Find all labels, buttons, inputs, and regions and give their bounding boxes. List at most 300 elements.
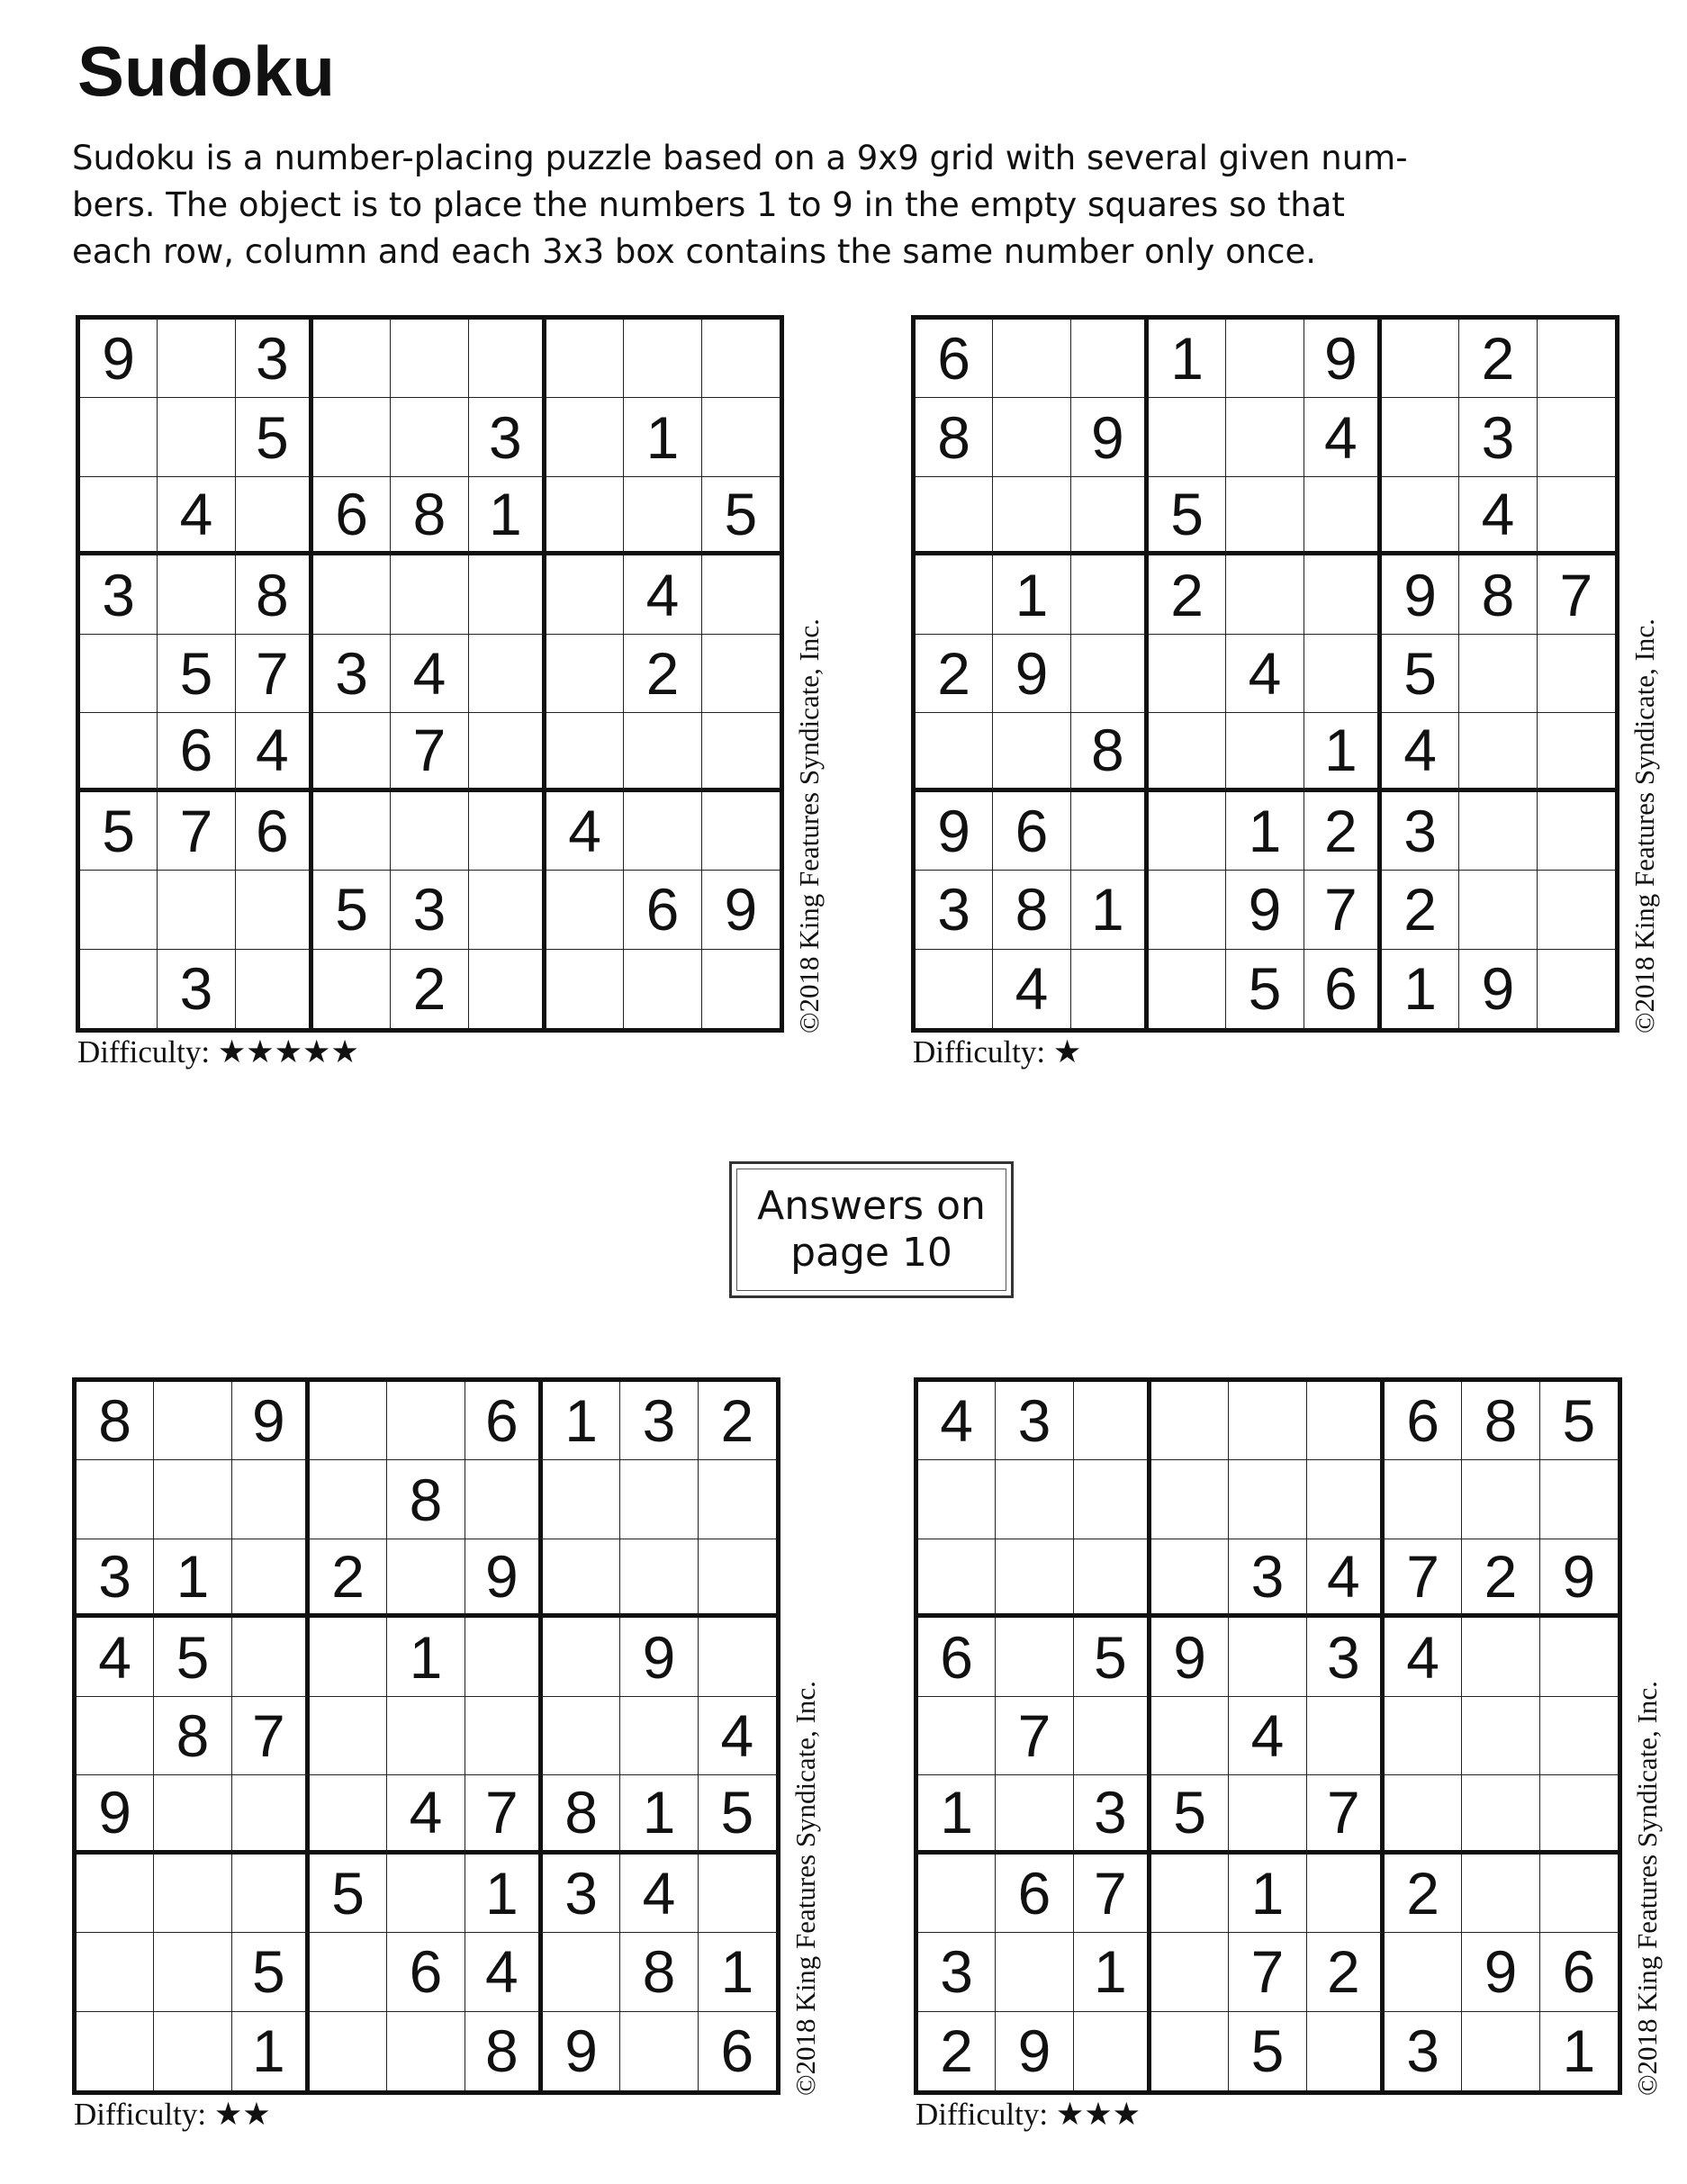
sudoku-cell[interactable]	[546, 477, 624, 555]
sudoku-cell[interactable]	[469, 950, 546, 1028]
sudoku-cell[interactable]	[1071, 477, 1149, 555]
sudoku-cell[interactable]: 1	[1149, 320, 1226, 398]
sudoku-cell[interactable]: 1	[620, 1775, 698, 1854]
sudoku-cell[interactable]	[1071, 792, 1149, 871]
sudoku-cell[interactable]	[546, 713, 624, 791]
sudoku-cell[interactable]: 3	[313, 635, 391, 713]
sudoku-cell[interactable]	[702, 398, 780, 476]
sudoku-cell[interactable]	[543, 1539, 620, 1618]
sudoku-cell[interactable]: 4	[236, 713, 313, 791]
sudoku-cell[interactable]: 5	[232, 1933, 310, 2011]
sudoku-cell[interactable]	[993, 713, 1070, 791]
sudoku-cell[interactable]	[620, 1697, 698, 1775]
sudoku-cell[interactable]: 1	[1562, 2017, 1596, 2085]
sudoku-cell[interactable]	[310, 2012, 387, 2090]
sudoku-cell[interactable]: 5	[80, 792, 158, 871]
sudoku-cell[interactable]: 8	[77, 1382, 154, 1460]
sudoku-cell[interactable]: 6	[1304, 950, 1382, 1028]
sudoku-cell[interactable]	[699, 1460, 776, 1539]
sudoku-cell[interactable]: 4	[77, 1618, 154, 1696]
sudoku-cell[interactable]: 9	[1462, 1933, 1539, 2011]
sudoku-cell[interactable]	[996, 1539, 1073, 1618]
sudoku-cell[interactable]: 4	[1229, 1697, 1306, 1775]
sudoku-cell[interactable]: 7	[1307, 1775, 1385, 1854]
sudoku-cell[interactable]	[1074, 2012, 1151, 2090]
sudoku-cell[interactable]	[543, 1460, 620, 1539]
sudoku-cell[interactable]	[232, 1855, 310, 1933]
sudoku-cell[interactable]: 1	[1226, 792, 1304, 871]
sudoku-cell[interactable]: 2	[1307, 1933, 1385, 2011]
sudoku-cell[interactable]	[702, 792, 780, 871]
sudoku-cell[interactable]	[469, 320, 546, 398]
sudoku-cell[interactable]: 3	[620, 1382, 698, 1460]
sudoku-cell[interactable]	[387, 1539, 465, 1618]
sudoku-cell[interactable]: 7	[465, 1775, 543, 1854]
sudoku-cell[interactable]	[1540, 1618, 1618, 1696]
sudoku-cell[interactable]	[77, 1855, 154, 1933]
sudoku-cell[interactable]: 5	[154, 1618, 231, 1696]
sudoku-cell[interactable]	[620, 1539, 698, 1618]
sudoku-cell[interactable]	[1462, 1775, 1539, 1854]
sudoku-cell[interactable]	[1538, 320, 1615, 398]
sudoku-cell[interactable]: 7	[1385, 1539, 1462, 1618]
sudoku-cell[interactable]: 3	[1382, 792, 1459, 871]
sudoku-cell[interactable]	[310, 1460, 387, 1539]
sudoku-cell[interactable]	[154, 1775, 231, 1854]
sudoku-cell[interactable]: 5	[1149, 477, 1226, 555]
sudoku-cell[interactable]	[1307, 1855, 1385, 1933]
sudoku-cell[interactable]: 4	[1304, 398, 1382, 476]
sudoku-cell[interactable]	[1540, 1697, 1618, 1775]
sudoku-cell[interactable]	[1226, 713, 1304, 791]
sudoku-cell[interactable]	[313, 555, 391, 634]
sudoku-cell[interactable]	[993, 477, 1070, 555]
sudoku-cell[interactable]: 1	[1229, 1855, 1306, 1933]
sudoku-cell[interactable]: 1	[232, 2012, 310, 2090]
sudoku-cell[interactable]: 8	[391, 477, 468, 555]
sudoku-cell[interactable]: 6	[993, 792, 1070, 871]
sudoku-cell[interactable]	[77, 1460, 154, 1539]
sudoku-cell[interactable]: 5	[1074, 1618, 1151, 1696]
sudoku-cell[interactable]: 8	[1462, 1382, 1539, 1460]
sudoku-cell[interactable]	[1229, 1460, 1306, 1539]
sudoku-cell[interactable]	[546, 950, 624, 1028]
sudoku-cell[interactable]: 8	[620, 1933, 698, 2011]
sudoku-cell[interactable]: 4	[1385, 1618, 1462, 1696]
sudoku-cell[interactable]: 5	[1382, 635, 1459, 713]
sudoku-cell[interactable]: 9	[620, 1618, 698, 1696]
sudoku-cell[interactable]: 6	[1540, 1933, 1618, 2011]
sudoku-cell[interactable]	[1459, 713, 1537, 791]
sudoku-cell[interactable]: 2	[918, 2012, 996, 2090]
sudoku-cell[interactable]	[465, 1618, 543, 1696]
sudoku-cell[interactable]	[77, 1933, 154, 2011]
sudoku-cell[interactable]: 9	[1071, 398, 1149, 476]
sudoku-cell[interactable]	[80, 871, 158, 949]
sudoku-cell[interactable]: 1	[154, 1539, 231, 1618]
sudoku-cell[interactable]	[918, 1539, 996, 1618]
sudoku-cell[interactable]	[702, 635, 780, 713]
sudoku-cell[interactable]	[1307, 1382, 1385, 1460]
sudoku-cell[interactable]: 1	[469, 477, 546, 555]
sudoku-cell[interactable]: 2	[916, 635, 993, 713]
sudoku-cell[interactable]	[1151, 1460, 1229, 1539]
sudoku-cell[interactable]	[387, 1382, 465, 1460]
sudoku-cell[interactable]	[699, 1618, 776, 1696]
sudoku-cell[interactable]	[154, 1855, 231, 1933]
sudoku-cell[interactable]	[996, 1775, 1073, 1854]
sudoku-cell[interactable]	[465, 1697, 543, 1775]
sudoku-cell[interactable]	[391, 792, 468, 871]
sudoku-cell[interactable]	[387, 2012, 465, 2090]
sudoku-cell[interactable]: 4	[391, 635, 468, 713]
sudoku-cell[interactable]	[232, 1460, 310, 1539]
sudoku-cell[interactable]: 9	[232, 1382, 310, 1460]
sudoku-cell[interactable]: 2	[310, 1539, 387, 1618]
sudoku-cell[interactable]: 5	[313, 871, 391, 949]
sudoku-cell[interactable]	[310, 1775, 387, 1854]
sudoku-cell[interactable]: 3	[918, 1933, 996, 2011]
sudoku-cell[interactable]	[1229, 1382, 1306, 1460]
sudoku-cell[interactable]: 4	[387, 1775, 465, 1854]
sudoku-cell[interactable]: 5	[236, 398, 313, 476]
sudoku-cell[interactable]	[1385, 1460, 1462, 1539]
sudoku-cell[interactable]	[1074, 1697, 1151, 1775]
sudoku-cell[interactable]: 9	[77, 1775, 154, 1854]
sudoku-cell[interactable]	[232, 1539, 310, 1618]
sudoku-cell[interactable]: 9	[916, 792, 993, 871]
sudoku-cell[interactable]	[996, 1933, 1073, 2011]
sudoku-cell[interactable]: 2	[1149, 555, 1226, 634]
sudoku-cell[interactable]: 7	[236, 635, 313, 713]
sudoku-cell[interactable]	[1226, 320, 1304, 398]
sudoku-cell[interactable]: 8	[916, 398, 993, 476]
sudoku-cell[interactable]: 1	[918, 1775, 996, 1854]
sudoku-cell[interactable]	[1074, 1539, 1151, 1618]
sudoku-cell[interactable]: 3	[1459, 398, 1537, 476]
sudoku-cell[interactable]	[1071, 320, 1149, 398]
sudoku-cell[interactable]: 7	[996, 1697, 1073, 1775]
sudoku-cell[interactable]	[158, 555, 235, 634]
sudoku-cell[interactable]: 6	[720, 2017, 754, 2085]
sudoku-cell[interactable]: 3	[77, 1539, 154, 1618]
sudoku-cell[interactable]	[310, 1382, 387, 1460]
sudoku-cell[interactable]	[158, 871, 235, 949]
sudoku-cell[interactable]: 5	[702, 477, 780, 555]
sudoku-cell[interactable]: 3	[1229, 1539, 1306, 1618]
sudoku-cell[interactable]: 3	[469, 398, 546, 476]
sudoku-cell[interactable]	[1538, 713, 1615, 791]
sudoku-cell[interactable]	[1538, 398, 1615, 476]
sudoku-cell[interactable]: 7	[1229, 1933, 1306, 2011]
sudoku-cell[interactable]: 9	[80, 320, 158, 398]
sudoku-cell[interactable]: 8	[543, 1775, 620, 1854]
sudoku-cell[interactable]: 5	[1540, 1382, 1618, 1460]
sudoku-cell[interactable]: 9	[1151, 1618, 1229, 1696]
sudoku-cell[interactable]	[154, 1382, 231, 1460]
sudoku-cell[interactable]	[620, 1460, 698, 1539]
sudoku-cell[interactable]: 9	[1226, 871, 1304, 949]
sudoku-cell[interactable]: 3	[916, 871, 993, 949]
sudoku-cell[interactable]	[918, 1855, 996, 1933]
sudoku-cell[interactable]: 2	[1385, 1855, 1462, 1933]
sudoku-cell[interactable]: 8	[993, 871, 1070, 949]
sudoku-cell[interactable]	[1149, 635, 1226, 713]
sudoku-cell[interactable]	[916, 555, 993, 634]
sudoku-cell[interactable]	[232, 1775, 310, 1854]
sudoku-cell[interactable]	[1304, 555, 1382, 634]
sudoku-cell[interactable]: 2	[1462, 1539, 1539, 1618]
sudoku-cell[interactable]	[1149, 871, 1226, 949]
sudoku-cell[interactable]: 3	[391, 871, 468, 949]
sudoku-cell[interactable]: 4	[993, 950, 1070, 1028]
sudoku-cell[interactable]: 3	[236, 320, 313, 398]
sudoku-cell[interactable]	[1382, 320, 1459, 398]
sudoku-cell[interactable]: 6	[236, 792, 313, 871]
sudoku-cell[interactable]: 1	[465, 1855, 543, 1933]
sudoku-cell[interactable]	[236, 871, 313, 949]
sudoku-cell[interactable]: 8	[465, 2012, 543, 2090]
sudoku-cell[interactable]	[1307, 1697, 1385, 1775]
sudoku-cell[interactable]	[310, 1933, 387, 2011]
sudoku-cell[interactable]	[624, 477, 701, 555]
sudoku-cell[interactable]	[702, 320, 780, 398]
sudoku-cell[interactable]	[543, 1697, 620, 1775]
sudoku-cell[interactable]: 9	[702, 871, 780, 949]
sudoku-cell[interactable]	[1538, 635, 1615, 713]
sudoku-cell[interactable]	[1151, 1933, 1229, 2011]
sudoku-cell[interactable]: 6	[387, 1933, 465, 2011]
sudoku-cell[interactable]: 4	[546, 792, 624, 871]
sudoku-cell[interactable]: 7	[1074, 1855, 1151, 1933]
sudoku-cell[interactable]	[80, 477, 158, 555]
sudoku-cell[interactable]	[313, 713, 391, 791]
sudoku-cell[interactable]: 2	[699, 1382, 776, 1460]
sudoku-cell[interactable]	[313, 950, 391, 1028]
sudoku-cell[interactable]	[1304, 635, 1382, 713]
sudoku-cell[interactable]: 9	[465, 1539, 543, 1618]
sudoku-cell[interactable]: 9	[1540, 1539, 1618, 1618]
sudoku-cell[interactable]: 4	[1382, 713, 1459, 791]
sudoku-cell[interactable]	[1151, 2012, 1229, 2090]
sudoku-cell[interactable]	[702, 555, 780, 634]
sudoku-cell[interactable]	[1538, 792, 1615, 871]
sudoku-cell[interactable]	[154, 2012, 231, 2090]
sudoku-cell[interactable]: 1	[1071, 871, 1149, 949]
sudoku-cell[interactable]: 2	[1382, 871, 1459, 949]
sudoku-cell[interactable]: 4	[624, 555, 701, 634]
sudoku-cell[interactable]	[387, 1697, 465, 1775]
sudoku-cell[interactable]	[1229, 1618, 1306, 1696]
sudoku-cell[interactable]	[1226, 477, 1304, 555]
sudoku-cell[interactable]: 2	[1459, 320, 1537, 398]
sudoku-cell[interactable]	[1538, 950, 1615, 1028]
sudoku-cell[interactable]: 5	[1151, 1775, 1229, 1854]
sudoku-cell[interactable]	[1459, 792, 1537, 871]
sudoku-cell[interactable]: 3	[1074, 1775, 1151, 1854]
sudoku-cell[interactable]: 1	[1304, 713, 1382, 791]
sudoku-cell[interactable]	[469, 713, 546, 791]
sudoku-cell[interactable]: 3	[1307, 1618, 1385, 1696]
sudoku-cell[interactable]	[546, 555, 624, 634]
sudoku-cell[interactable]	[543, 1618, 620, 1696]
sudoku-cell[interactable]: 2	[1304, 792, 1382, 871]
sudoku-cell[interactable]	[80, 713, 158, 791]
sudoku-cell[interactable]	[469, 555, 546, 634]
sudoku-cell[interactable]	[310, 1697, 387, 1775]
sudoku-cell[interactable]: 4	[1459, 477, 1537, 555]
sudoku-cell[interactable]	[624, 792, 701, 871]
sudoku-cell[interactable]	[916, 713, 993, 791]
sudoku-cell[interactable]: 4	[620, 1855, 698, 1933]
sudoku-cell[interactable]	[1149, 792, 1226, 871]
sudoku-cell[interactable]	[546, 398, 624, 476]
sudoku-cell[interactable]: 5	[699, 1775, 776, 1854]
sudoku-cell[interactable]	[1462, 2012, 1539, 2090]
sudoku-cell[interactable]: 3	[996, 1382, 1073, 1460]
sudoku-cell[interactable]	[1074, 1460, 1151, 1539]
sudoku-cell[interactable]	[1462, 1855, 1539, 1933]
sudoku-cell[interactable]	[993, 398, 1070, 476]
sudoku-cell[interactable]	[1149, 398, 1226, 476]
sudoku-cell[interactable]	[1540, 1775, 1618, 1854]
sudoku-cell[interactable]: 6	[158, 713, 235, 791]
sudoku-cell[interactable]: 9	[1382, 555, 1459, 634]
sudoku-cell[interactable]	[1462, 1618, 1539, 1696]
sudoku-cell[interactable]	[1226, 398, 1304, 476]
sudoku-cell[interactable]	[77, 2012, 154, 2090]
sudoku-cell[interactable]	[80, 635, 158, 713]
sudoku-cell[interactable]: 4	[1226, 635, 1304, 713]
sudoku-cell[interactable]	[1307, 1460, 1385, 1539]
sudoku-cell[interactable]: 7	[391, 713, 468, 791]
sudoku-cell[interactable]	[699, 1539, 776, 1618]
sudoku-cell[interactable]	[1462, 1697, 1539, 1775]
sudoku-cell[interactable]	[310, 1618, 387, 1696]
sudoku-cell[interactable]	[1304, 477, 1382, 555]
sudoku-cell[interactable]: 8	[387, 1460, 465, 1539]
sudoku-cell[interactable]: 1	[543, 1382, 620, 1460]
sudoku-cell[interactable]: 6	[918, 1618, 996, 1696]
sudoku-cell[interactable]: 5	[158, 635, 235, 713]
sudoku-cell[interactable]	[1382, 398, 1459, 476]
sudoku-cell[interactable]	[387, 1855, 465, 1933]
sudoku-cell[interactable]: 9	[543, 2012, 620, 2090]
sudoku-cell[interactable]	[1385, 1775, 1462, 1854]
sudoku-cell[interactable]	[154, 1460, 231, 1539]
sudoku-cell[interactable]: 6	[465, 1382, 543, 1460]
sudoku-cell[interactable]	[1071, 950, 1149, 1028]
sudoku-cell[interactable]: 9	[1459, 950, 1537, 1028]
sudoku-cell[interactable]	[469, 871, 546, 949]
sudoku-cell[interactable]: 8	[1459, 555, 1537, 634]
sudoku-cell[interactable]	[1151, 1382, 1229, 1460]
sudoku-cell[interactable]	[1538, 477, 1615, 555]
sudoku-cell[interactable]	[80, 398, 158, 476]
sudoku-cell[interactable]	[1385, 1697, 1462, 1775]
sudoku-cell[interactable]: 5	[1226, 950, 1304, 1028]
sudoku-cell[interactable]	[620, 2012, 698, 2090]
sudoku-cell[interactable]	[465, 1460, 543, 1539]
sudoku-cell[interactable]: 9	[993, 635, 1070, 713]
sudoku-cell[interactable]	[1385, 1933, 1462, 2011]
sudoku-cell[interactable]	[232, 1618, 310, 1696]
sudoku-cell[interactable]	[1151, 1697, 1229, 1775]
sudoku-cell[interactable]	[699, 1855, 776, 1933]
sudoku-cell[interactable]	[918, 1697, 996, 1775]
sudoku-cell[interactable]: 4	[918, 1382, 996, 1460]
sudoku-cell[interactable]	[993, 320, 1070, 398]
sudoku-cell[interactable]	[1071, 555, 1149, 634]
sudoku-cell[interactable]	[1151, 1539, 1229, 1618]
sudoku-cell[interactable]: 3	[158, 950, 235, 1028]
sudoku-cell[interactable]	[158, 398, 235, 476]
sudoku-cell[interactable]: 7	[232, 1697, 310, 1775]
sudoku-cell[interactable]: 1	[993, 555, 1070, 634]
sudoku-cell[interactable]	[546, 871, 624, 949]
sudoku-cell[interactable]	[1226, 555, 1304, 634]
sudoku-cell[interactable]: 3	[80, 555, 158, 634]
sudoku-cell[interactable]	[1307, 2012, 1385, 2090]
sudoku-cell[interactable]	[1459, 635, 1537, 713]
sudoku-cell[interactable]: 1	[699, 1933, 776, 2011]
sudoku-cell[interactable]	[1071, 635, 1149, 713]
sudoku-cell[interactable]	[313, 320, 391, 398]
sudoku-cell[interactable]: 8	[154, 1697, 231, 1775]
sudoku-cell[interactable]	[158, 320, 235, 398]
sudoku-cell[interactable]: 1	[1074, 1933, 1151, 2011]
sudoku-cell[interactable]: 5	[310, 1855, 387, 1933]
sudoku-cell[interactable]: 7	[1304, 871, 1382, 949]
sudoku-cell[interactable]: 6	[624, 871, 701, 949]
sudoku-cell[interactable]	[1229, 1775, 1306, 1854]
sudoku-cell[interactable]: 9	[996, 2012, 1073, 2090]
sudoku-cell[interactable]: 8	[1071, 713, 1149, 791]
sudoku-cell[interactable]	[624, 320, 701, 398]
sudoku-cell[interactable]	[154, 1933, 231, 2011]
sudoku-cell[interactable]: 7	[158, 792, 235, 871]
sudoku-cell[interactable]	[624, 713, 701, 791]
sudoku-cell[interactable]	[236, 950, 313, 1028]
sudoku-cell[interactable]: 8	[236, 555, 313, 634]
sudoku-cell[interactable]: 3	[1385, 2012, 1462, 2090]
sudoku-cell[interactable]	[469, 635, 546, 713]
sudoku-cell[interactable]: 4	[465, 1933, 543, 2011]
sudoku-cell[interactable]	[916, 477, 993, 555]
sudoku-cell[interactable]	[1149, 713, 1226, 791]
sudoku-cell[interactable]: 3	[543, 1855, 620, 1933]
sudoku-cell[interactable]	[391, 398, 468, 476]
sudoku-cell[interactable]	[702, 713, 780, 791]
sudoku-cell[interactable]	[702, 950, 780, 1028]
sudoku-cell[interactable]	[1149, 950, 1226, 1028]
sudoku-cell[interactable]: 1	[387, 1618, 465, 1696]
sudoku-cell[interactable]	[996, 1460, 1073, 1539]
sudoku-cell[interactable]	[77, 1697, 154, 1775]
sudoku-cell[interactable]: 4	[1307, 1539, 1385, 1618]
sudoku-cell[interactable]	[313, 792, 391, 871]
sudoku-cell[interactable]	[1538, 871, 1615, 949]
sudoku-cell[interactable]: 7	[1538, 555, 1615, 634]
sudoku-cell[interactable]	[996, 1618, 1073, 1696]
sudoku-cell[interactable]: 1	[624, 398, 701, 476]
sudoku-cell[interactable]: 1	[1382, 950, 1459, 1028]
sudoku-cell[interactable]	[469, 792, 546, 871]
sudoku-cell[interactable]	[1382, 477, 1459, 555]
sudoku-cell[interactable]: 4	[699, 1697, 776, 1775]
sudoku-cell[interactable]	[543, 1933, 620, 2011]
sudoku-cell[interactable]	[624, 950, 701, 1028]
